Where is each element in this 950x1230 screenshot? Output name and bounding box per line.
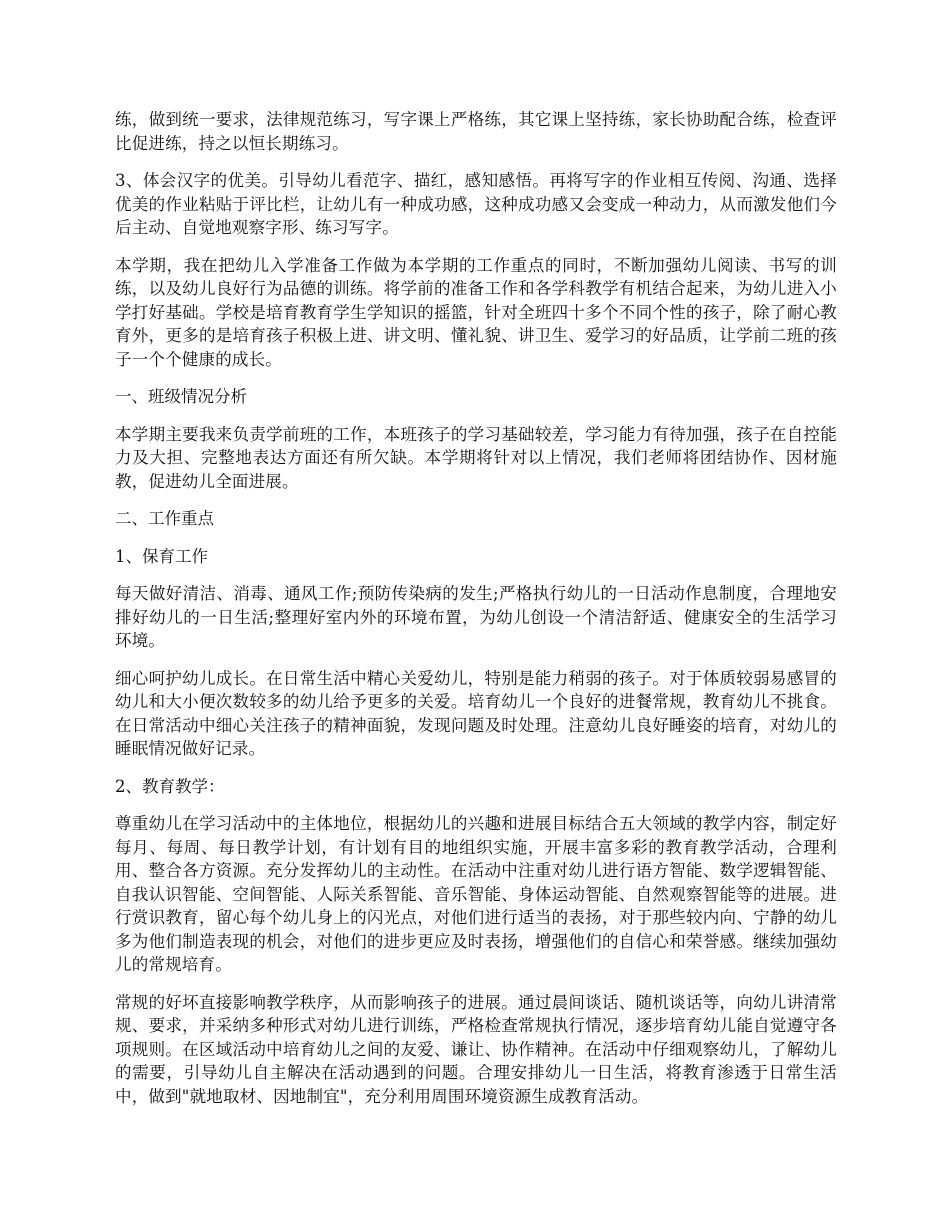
section-heading-work-focus: 二、工作重点: [115, 509, 214, 528]
document-page: [115, 108, 837, 1122]
paragraph-semester-overview: 本学期，我在把幼儿入学准备工作做为本学期的工作重点的同时，不断加强幼儿阅读、书写的训练，以及幼儿良好行为品德的训练。将学前的准备工作和各学科教学有机结合起来，为幼儿进入小学打好基础。学校是培育教育学生学知识的摇篮，针对全班四十多个不同个性的孩子，除了耐心教育外，更多的是培育孩子积极上进、讲文明、懂礼貌、讲卫生、爱学习的好品质，让学前二班的孩子一个个健康的成长。: [115, 255, 837, 369]
paragraph-routine-training: 常规的好坏直接影响教学秩序，从而影响孩子的进展。通过晨间谈话、随机谈话等，向幼儿讲清常规、要求，并采纳多种形式对幼儿进行训练，严格检查常规执行情况，逐步培育幼儿能自觉遵守各项规则。在区域活动中培育幼儿之间的友爱、谦让、协作精神。在活动中仔细观察幼儿，了解幼儿的需要，引导幼儿自主解决在活动遇到的问题。合理安排幼儿一日生活，将教育渗透于日常生活中，做到"就地取材、因地制宜"，充分利用周围环境资源生成教育活动。: [115, 992, 837, 1106]
paragraph-teaching-plan: 尊重幼儿在学习活动中的主体地位，根据幼儿的兴趣和进展目标结合五大领域的教学内容，制定好每月、每周、每日教学计划，有计划有目的地组织实施，开展丰富多彩的教育教学活动，合理利用、整合各方资源。充分发挥幼儿的主动性。在活动中注重对幼儿进行语方智能、数学逻辑智能、自我认识智能、空间智能、人际关系智能、音乐智能、身体运动智能、自然观察智能等的进展。进行赏识教育，留心每个幼儿身上的闪光点，对他们进行适当的表扬，对于那些较内向、宁静的幼儿多为他们制造表现的机会，对他们的进步更应及时表扬，增强他们的自信心和荣誉感。继续加强幼儿的常规培育。: [115, 814, 837, 974]
subheading-care-work: 1、保育工作: [115, 546, 208, 566]
paragraph-child-care: 细心呵护幼儿成长。在日常生活中精心关爱幼儿，特别是能力稍弱的孩子。对于体质较弱易感冒的幼儿和大小便次数较多的幼儿给予更多的关爱。培育幼儿一个良好的进餐常规，教育幼儿不挑食。在日常活动中细心关注孩子的精神面貌，发现问题及时处理。注意幼儿良好睡姿的培育，对幼儿的睡眠情况做好记录。: [115, 668, 837, 758]
section-heading-class-analysis: 一、班级情况分析: [115, 387, 247, 406]
paragraph-daily-hygiene: 每天做好清洁、消毒、通风工作;预防传染病的发生;严格执行幼儿的一日活动作息制度，合理地安排好幼儿的一日生活;整理好室内外的环境布置，为幼儿创设一个清洁舒适、健康安全的生活学习环境。: [115, 584, 837, 650]
paragraph-class-analysis: 本学期主要我来负责学前班的工作，本班孩子的学习基础较差，学习能力有待加强，孩子在自控能力及大担、完整地表达方面还有所欠缺。本学期将针对以上情况，我们老师将团结协作、因材施教，促进幼儿全面进展。: [115, 424, 837, 491]
subheading-education-teaching: 2、教育教学：: [115, 776, 225, 796]
paragraph-character-beauty: 3、体会汉字的优美。引导幼儿看范字、描红，感知感悟。再将写字的作业相互传阅、沟通、选择优美的作业粘贴于评比栏，让幼儿有一种成功感，这种成功感又会变成一种动力，从而激发他们今后主动、自觉地观察字形、练习写字。: [115, 171, 837, 237]
paragraph-practice-method: 练，做到统一要求，法律规范练习，写字课上严格练，其它课上坚持练，家长协助配合练，检查评比促进练，持之以恒长期练习。: [115, 110, 837, 153]
